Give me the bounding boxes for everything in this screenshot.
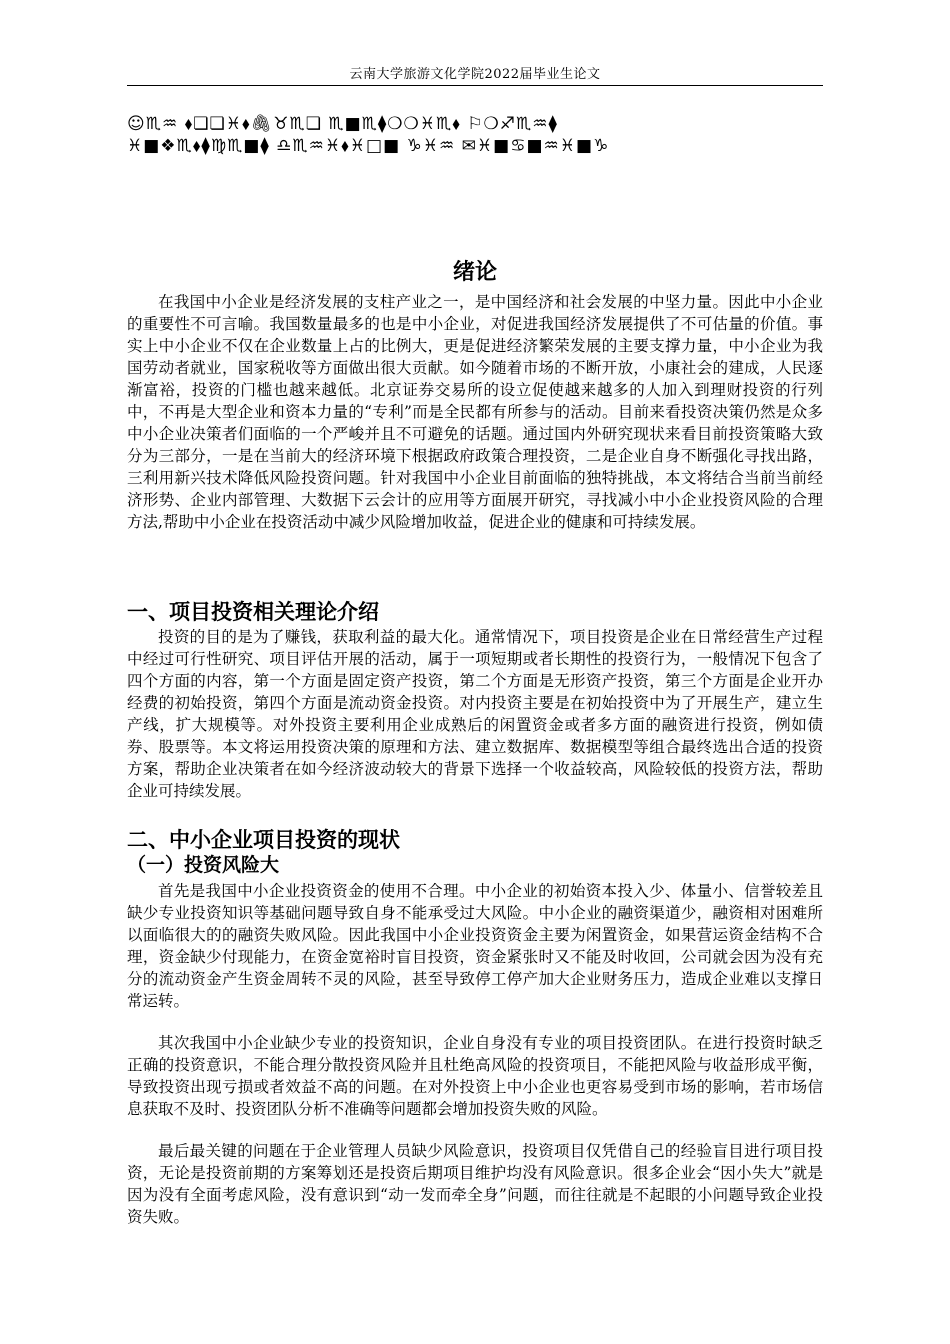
subsection-heading-1: （一）投资风险大 xyxy=(127,854,280,876)
chapter-title: 绪论 xyxy=(452,260,497,285)
section-1-paragraph: 投资的目的是为了赚钱，获取利益的最大化。通常情况下，项目投资是企业在日常经营生产过程中经过可行性研究、项目评估开展的活动，属于一项短期或者长期性的投资行为，一般情况下包含了四个方面的内容，第一个方面是固定资产投资，第二个方面是无形资产投资，第三个方面是企业开办经费的初始投资，第四个方面是流动资金投资。对内投资主要是在初始投资中为了开展生产，建立生产线，扩大规模等。对外投资主要利用企业成熟后的闲置资金或者多方面的融资进行投资，例如债券、股票等。本文将运用投资决策的原理和方法、建立数据库、数据模型等组合最终选出合适的投资方案，帮助企业决策者在如今经济波动较大的背景下选择一个收益较高，风险较低的投资方法，帮助企业可持续发展。 xyxy=(127,628,823,800)
subsection-paragraph-1: 首先是我国中小企业投资资金的使用不合理。中小企业的初始资本投入少、体量小、信誉较差且缺少专业投资知识等基础问题导致自身不能承受过大风险。中小企业的融资渠道少，融资相对困难所以面临很大的的融资失败风险。因此我国中小企业投资资金主要为闲置资金，如果营运资金结构不合理，资金缺少付现能力，在资金宽裕时盲目投资，资金紧张时又不能及时收回，公司就会因为没有充分的流动资金产生资金周转不灵的风险，甚至导致停工停产加大企业财务压力，造成企业难以支撑日常运转。 xyxy=(127,882,823,1010)
english-title-line-2: ♓︎■︎❖︎♏︎⬧︎⧫︎♍︎♏︎■︎⧫︎ ♎︎♏︎♒︎♓︎⬧︎♓︎□︎■︎ ♑︎♓︎♒︎ ✉︎♓︎■︎♋︎■︎♒︎♓︎■︎♑︎ xyxy=(127,136,610,156)
intro-paragraph: 在我国中小企业是经济发展的支柱产业之一，是中国经济和社会发展的中坚力量。因此中小企业的重要性不可言喻。我国数量最多的也是中小企业，对促进我国经济发展提供了不可估量的价值。事实上中小企业不仅在企业数量上占的比例大，更是促进经济繁荣发展的主要支撑力量，中小企业为我国劳动者就业，国家税收等方面做出很大贡献。如今随着市场的不断开放，小康社会的建成，人民逐渐富裕，投资的门槛也越来越低。北京证券交易所的设立促使越来越多的人加入到理财投资的行列中，不再是大型企业和资本力量的“专利”而是全民都有所参与的活动。目前来看投资决策仍然是众多中小企业决策者们面临的一个严峻并且不可避免的话题。通过国内外研究现状来看目前投资策略大致分为三部分，一是在当前大的经济环境下根据政府政策合理投资，二是企业自身不断强化寻找出路，三利用新兴技术降低风险投资问题。针对我国中小企业目前面临的独特挑战，本文将结合当前当前经济形势、企业内部管理、大数据下云会计的应用等方面展开研究，寻找减小中小企业投资风险的合理方法,帮助中小企业在投资活动中减少风险增加收益，促进企业的健康和可持续发展。 xyxy=(127,293,823,531)
header-rule xyxy=(127,85,823,86)
subsection-paragraph-3: 最后最关键的问题在于企业管理人员缺少风险意识，投资项目仅凭借自己的经验盲目进行项目投资，无论是投资前期的方案筹划还是投资后期项目维护均没有风险意识。很多企业会“因小失大”就是因为没有全面考虑风险，没有意识到“动一发而牵全身”问题，而往往就是不起眼的小问题导致企业投资失败。 xyxy=(127,1142,823,1226)
running-header: 云南大学旅游文化学院2022届毕业生论文 xyxy=(349,67,601,82)
english-title-line-1: ☺︎♏︎♒︎ ⬧︎❏︎❏︎♓︎⬧︎🖇︎♉︎♏︎❏︎ ♏︎■︎♏︎⧫︎❍︎❍︎♓︎♏︎⬧︎ ⚐︎❍︎♐︎♏︎♒︎⧫︎ xyxy=(127,114,558,134)
section-heading-2: 二、中小企业项目投资的现状 xyxy=(127,828,400,852)
section-heading-1: 一、项目投资相关理论介绍 xyxy=(127,600,379,624)
subsection-paragraph-2: 其次我国中小企业缺少专业的投资知识，企业自身没有专业的项目投资团队。在进行投资时缺乏正确的投资意识，不能合理分散投资风险并且杜绝高风险的投资项目，不能把风险与收益形成平衡，导致投资出现亏损或者效益不高的问题。在对外投资上中小企业也更容易受到市场的影响，若市场信息获取不及时、投资团队分析不准确等问题都会增加投资失败的风险。 xyxy=(127,1034,823,1118)
